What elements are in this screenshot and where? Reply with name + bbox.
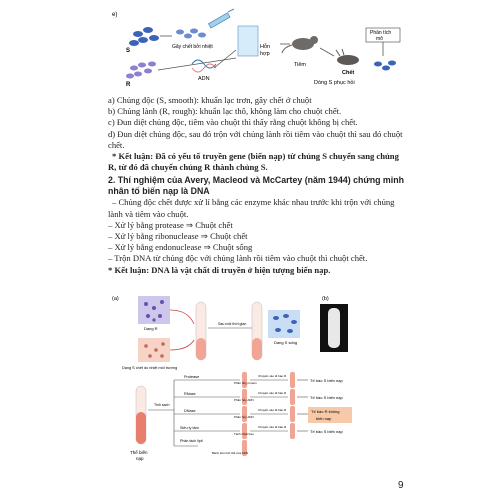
- extract-label: Tinh sạch: [154, 403, 170, 407]
- page-number: 9: [398, 480, 404, 491]
- result-3b: biến nạp: [316, 416, 332, 421]
- r-label: R: [126, 82, 131, 88]
- heat-label: Gây chết bởi nhiệt: [172, 44, 213, 50]
- mix-label-2: hợp: [260, 51, 270, 57]
- sub-label-1: Phân hủy protein: [234, 381, 257, 385]
- syringe-icon: [208, 9, 234, 28]
- into-label-4: Chuyển vào tế bào R: [258, 425, 287, 429]
- list-item-protease: – Xử lý bằng protease ⇒ Chuột chết: [108, 219, 233, 230]
- list-item-endonuclease: – Xử lý bằng endonuclease ⇒ Chuột sống: [108, 242, 253, 253]
- sub-label-3: Phân hủy ADN: [234, 415, 254, 419]
- sub-label-4: Tách chiết bao: [234, 432, 254, 436]
- panel-a-label: (a): [112, 296, 119, 302]
- avery-experiment-figure: [108, 290, 408, 470]
- result-1: Tế bào S biến nạp: [310, 378, 343, 383]
- list-item-ribonuclease: – Xử lý bằng ribonuclease ⇒ Chuột chết: [108, 231, 248, 242]
- lipid-label: Phân tách lipit: [180, 439, 203, 443]
- sub-label-5: Bánh tiêu tinh thể cua ADN: [212, 451, 249, 455]
- result-4: Tế bào S biến nạp: [310, 429, 343, 434]
- figure-label: e): [112, 12, 118, 18]
- tube-label-1: Thể biến: [130, 450, 148, 455]
- adn-label: ADN: [198, 76, 210, 82]
- recovered-s-cells: [374, 61, 396, 71]
- result-3a: Tế bào R không: [311, 409, 340, 414]
- inject-label: Tiêm: [294, 62, 307, 68]
- rnase-label: RNase: [184, 392, 196, 396]
- list-item-dna-mix: – Trộn DNA từ chủng độc với chủng lành rồi tiêm vào chuột thì chuột chết.: [108, 253, 368, 264]
- mixing-tube: [238, 26, 258, 56]
- mix-label-1: Hỗn: [260, 44, 271, 50]
- panel-b-label: (b): [322, 296, 329, 302]
- test-tube-2: [252, 302, 262, 360]
- test-tube-1: [196, 302, 206, 360]
- dead-mouse-icon: [336, 49, 359, 65]
- result-2: Tế bào S biến nạp: [310, 395, 343, 400]
- protease-label: Protease: [184, 375, 200, 379]
- into-label-3: Chuyển vào tế bào R: [258, 408, 287, 412]
- conclusion-1: * Kết luận: Đã có yếu tố truyền gene (biến nạp) từ chủng S chuyển sang chủng R, từ đó đã chuyển chủng R thành chủng S.: [108, 151, 399, 173]
- mouse-icon: [282, 36, 318, 53]
- test-tube-3: [136, 386, 146, 444]
- s-cells: [129, 27, 159, 46]
- dead-label: Chết: [342, 70, 355, 76]
- item-d: d) Đun diệt chủng độc, sau đó trộn với chủng lành rồi tiêm vào chuột thì sau đó chuột chết.: [108, 128, 403, 150]
- s-dead-label: Dạng S chết do nhiệt môi trường: [122, 366, 178, 370]
- s-dead-box: [138, 338, 170, 362]
- analysis-label-2: mô: [376, 36, 383, 42]
- r-cells: [126, 62, 156, 79]
- section-heading-2: 2. Thí nghiệm của Avery, Macleod và McCartey (năm 1944) chứng minh nhân tố biến nạp là DNA: [108, 175, 404, 197]
- s-live-box: [268, 310, 300, 338]
- r-strain-label: Dạng R: [144, 326, 158, 331]
- s-live-label: Dạng S sống: [274, 340, 298, 345]
- item-c: c) Đun diệt chủng độc, tiêm vào chuột thì thấy rằng chuột không bị chết.: [108, 117, 358, 128]
- into-label-2: Chuyển vào tế bào R: [258, 391, 287, 395]
- after-time-label: Sau một thời gian: [218, 322, 247, 326]
- dnase-label: DNase: [184, 409, 196, 413]
- item-b: b) Chủng lành (R, rough): khuẩn lạc thô, không làm cho chuột chết.: [108, 106, 342, 117]
- ultra-label: Siêu ly tâm: [180, 426, 199, 430]
- conclusion-2: * Kết luận: DNA là vật chất di truyền ở hiện tượng biến nạp.: [108, 264, 331, 275]
- griffith-experiment-figure: [108, 8, 408, 94]
- tube-label-2: nạp: [136, 456, 144, 461]
- s-label: S: [126, 48, 131, 54]
- item-a: a) Chủng độc (S, smooth): khuẩn lạc trơn, gây chết ở chuột: [108, 95, 312, 105]
- paragraph-1: – Chủng độc chết được xử lí bằng các enzyme khác nhau trước khi trộn với chủng lành và tiêm vào chuột.: [108, 197, 395, 219]
- analysis-label-1: Phân tích: [370, 30, 392, 36]
- into-label-1: Chuyển vào tế bào R: [258, 374, 287, 378]
- body-text: [108, 95, 408, 276]
- heat-killed-s: [176, 29, 206, 39]
- sub-label-2: Phân hủy ARN: [234, 398, 254, 402]
- recover-label: Dòng S phục hồi: [314, 80, 355, 86]
